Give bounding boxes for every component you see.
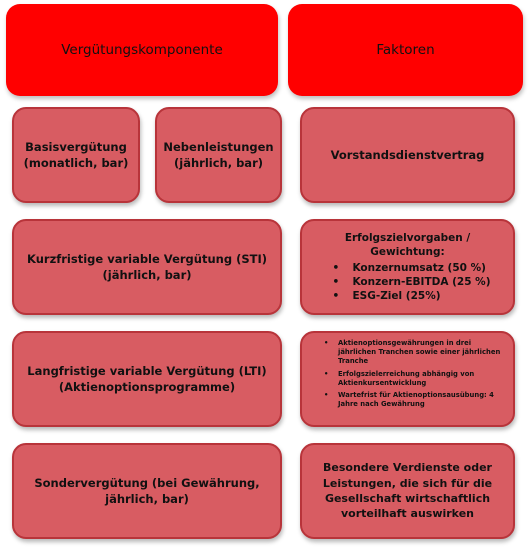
sonderverguetung-line2: jährlich, bar) [105,492,189,506]
sonderverguetung-line1: Sondervergütung (bei Gewährung, [34,475,260,490]
special-factors-line2: Leistungen, die sich für die [322,476,493,490]
lti-factors-list [312,339,503,412]
nebenleistungen-line2: (jährlich, bar) [174,156,263,170]
box-lti [12,331,282,427]
box-sti-faktoren [300,219,515,315]
header-right-label: Faktoren [376,42,435,58]
special-factors-line3: Gesellschaft wirtschaftlich [324,492,491,505]
lti-line2: (Aktienoptionsprogramme) [58,380,236,394]
lti-factor-item: • Erfolgszielerreichung abhängig von Aktienkursentwicklung [312,370,503,388]
box-nebenleistungen [155,107,282,203]
box-sonderverguetung [12,443,282,539]
sti-factor-item: • Konzern-EBITDA (25 %) [324,275,490,289]
lti-line1: Langfristige variable Vergütung (LTI) [27,363,267,378]
sti-factor-item: • ESG-Ziel (25%) [324,289,490,303]
nebenleistungen-line1: Nebenleistungen [163,139,274,154]
basisverguetung-line2: (monatlich, bar) [23,156,129,170]
vorstandsdienstvertrag-label: Vorstandsdienstvertrag [330,147,485,162]
header-left-label: Vergütungskomponente [61,42,223,58]
box-vorstandsdienstvertrag [300,107,515,203]
basisverguetung-line1: Basisvergütung [25,139,127,154]
box-sti [12,219,282,315]
sti-factors-list [324,261,490,304]
header-faktoren [288,4,523,96]
box-lti-faktoren [300,331,515,427]
sti-line2: (jährlich, bar) [102,268,192,282]
lti-factor-item: • Aktienoptionsgewährungen in drei jährlichen Tranchen sowie einer jährlichen Tranche [312,339,503,367]
box-sonderverguetung-faktoren [300,443,515,539]
special-factors-line1: Besondere Verdienste oder [323,461,492,475]
sti-factors-title: Erfolgszielvorgaben / Gewichtung: [344,231,471,258]
header-verguetungskomponente [6,4,278,96]
sti-factor-item: • Konzernumsatz (50 %) [324,261,490,275]
special-factors-line4: vorteilhaft auswirken [340,507,474,521]
lti-factor-item: • Wartefrist für Aktienoptionsausübung: 4 Jahre nach Gewährung [312,391,503,409]
box-basisverguetung [12,107,140,203]
sti-line1: Kurzfristige variable Vergütung (STI) [27,251,267,266]
